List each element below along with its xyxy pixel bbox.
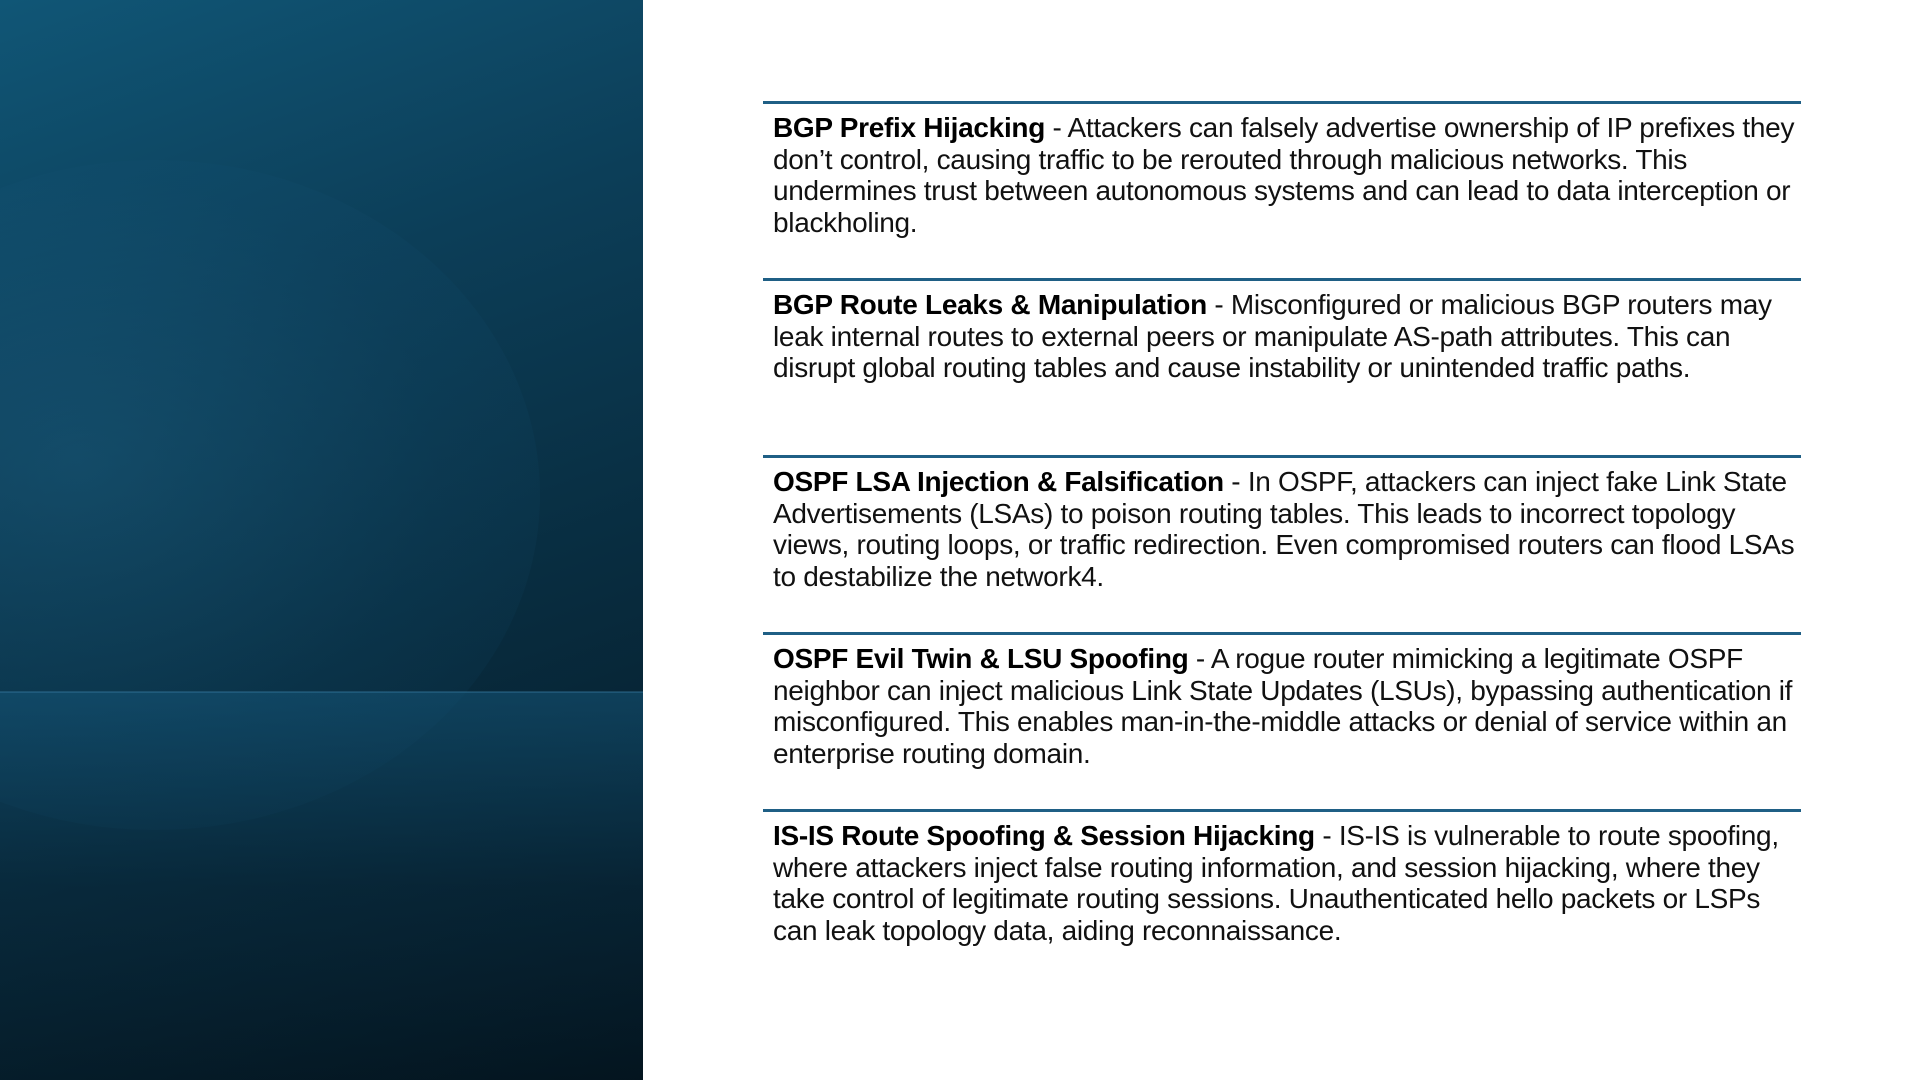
attack-item-isis-route-spoofing	[763, 809, 1801, 983]
attack-item-title: BGP Route Leaks & Manipulation	[773, 289, 1207, 320]
decorative-band	[0, 692, 643, 1080]
attack-item-ospf-lsa-injection	[763, 455, 1801, 629]
attack-item-description: In OSPF, attackers can inject fake Link State Advertisements (LSAs) to poison routing tables. This leads to incorrect topology views, routing loops, or traffic redirection. Even compromised routers can flood LSAs to destabilize the network4.	[773, 466, 1795, 592]
attack-item-title: OSPF Evil Twin & LSU Spoofing	[773, 643, 1189, 674]
attack-item-bgp-route-leaks	[763, 278, 1801, 452]
attack-item-separator: -	[1188, 643, 1211, 674]
attack-item-title: IS-IS Route Spoofing & Session Hijacking	[773, 820, 1315, 851]
attack-item-description: IS-IS is vulnerable to route spoofing, where attackers inject false routing information, and session hijacking, where they take control of legitimate routing sessions. Unauthenticated hello packets or LSPs can leak topology data, aiding reconnaissance.	[773, 820, 1779, 946]
attack-item-description: Attackers can falsely advertise ownership of IP prefixes they don’t control, causing traffic to be rerouted through malicious networks. This undermines trust between autonomous systems and can lead to data interception or blackholing.	[773, 112, 1795, 238]
attack-item-separator: -	[1314, 820, 1339, 851]
attack-item-separator: -	[1223, 466, 1248, 497]
decorative-divider	[0, 691, 643, 693]
attack-item-ospf-evil-twin	[763, 632, 1801, 806]
attack-item-title: BGP Prefix Hijacking	[773, 112, 1046, 143]
attack-list	[763, 101, 1801, 986]
attack-item-title: OSPF LSA Injection & Falsification	[773, 466, 1224, 497]
attack-item-bgp-prefix-hijacking	[763, 101, 1801, 275]
attack-item-description: Misconfigured or malicious BGP routers may leak internal routes to external peers or manipulate AS-path attributes. This can disrupt global routing tables and cause instability or unintended traffic paths.	[773, 289, 1772, 383]
attack-item-description: A rogue router mimicking a legitimate OSPF neighbor can inject malicious Link State Updates (LSUs), bypassing authentication if misconfigured. This enables man-in-the-middle attacks or denial of service within an enterprise routing domain.	[773, 643, 1793, 769]
attack-item-separator: -	[1045, 112, 1068, 143]
attack-item-separator: -	[1206, 289, 1231, 320]
title-panel	[0, 0, 643, 1080]
